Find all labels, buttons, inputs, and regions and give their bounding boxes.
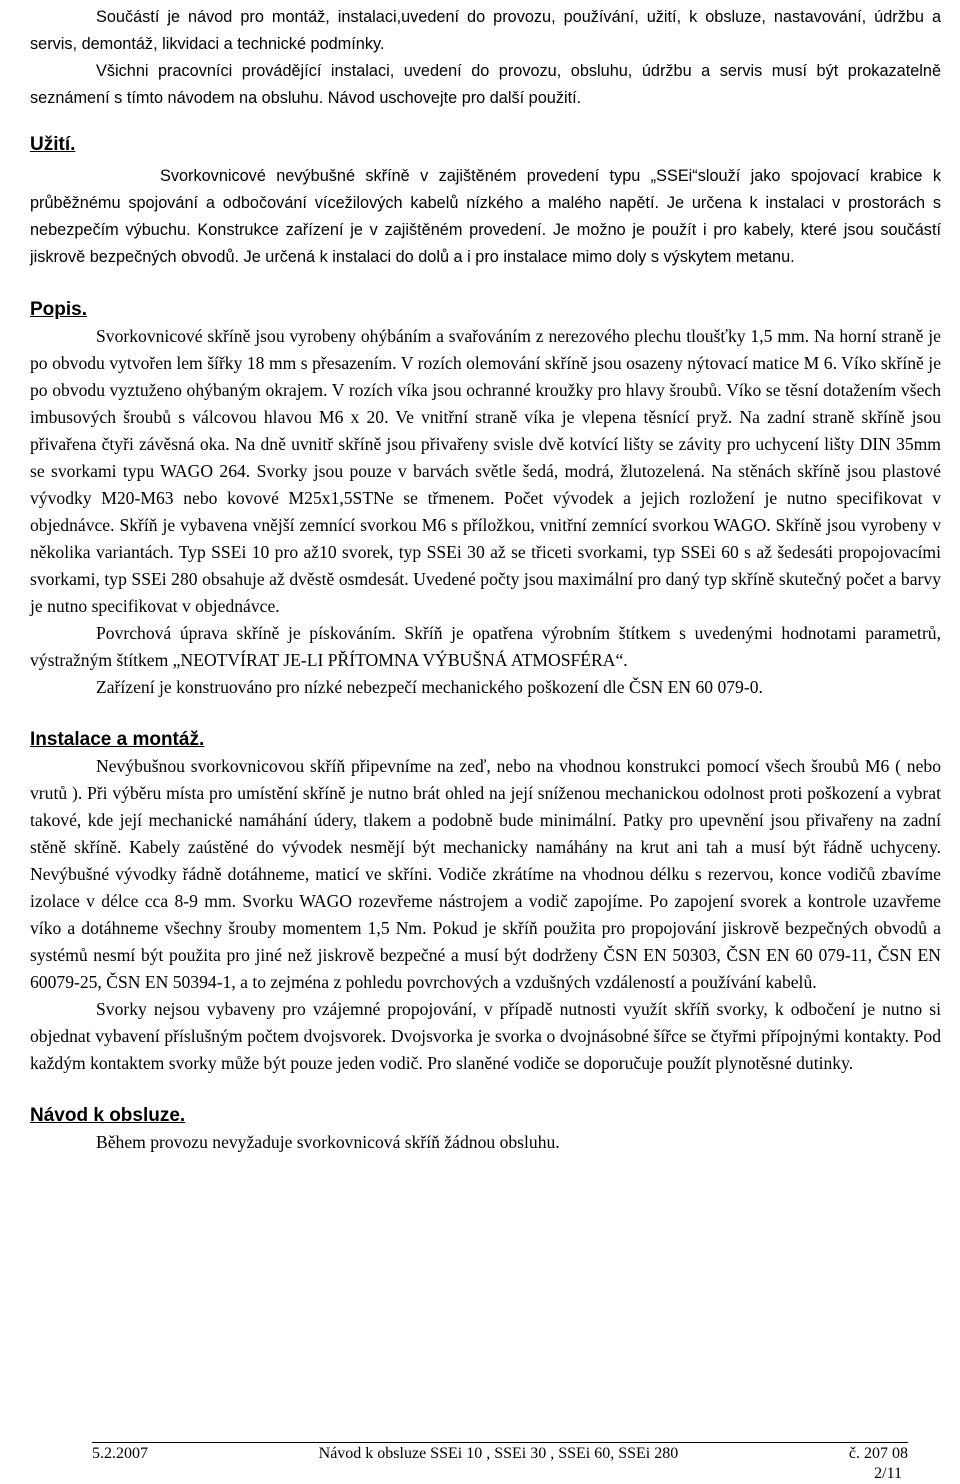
page-footer: [92, 1442, 908, 1463]
section-heading-navod: Návod k obsluze.: [30, 1105, 186, 1126]
instalace-paragraph-1: Nevýbušnou svorkovnicovou skříň připevníme na zeď, nebo na vhodnou konstrukci pomocí všech šroubů M6 ( nebo vrutů ). Při výběru místa pro umístění skříně je nutno brát ohled na její sníženou mechanickou odolnost proti poškození a vybrat takové, kde její mechanické namáhání údery, tlakem a podobně bude minimální. Patky pro upevnění jsou přivařeny na zadní stěně skříně. Kabely zaústěné do vývodek nesmějí být mechanicky namáhány na krut ani tah a musí být řádně uchyceny. Nevýbušné vývodky řádně dotáhneme, maticí ve skříni. Vodiče zkrátíme na vhodnou délku s rezervou, konce vodičů zbavíme izolace v délce cca 8-9 mm. Svorku WAGO rozevřeme nástrojem a vodič zapojíme. Po zapojení svorek a kontrole uzavřeme víko a dotáhneme všechny šrouby momentem 1,5 Nm. Pokud je skříň použita pro propojování jiskrově bezpečných obvodů a systémů nesmí být použita pro jiné než jiskrově bezpečné a musí být dodrženy ČSN EN 50303, ČSN EN 60 079-11, ČSN EN 60079-25, ČSN EN 50394-1, a to zejména z pohledu povrchových a vzdušných vzdáleností a používání kabelů.: [30, 756, 941, 992]
footer-title: Návod k obsluze SSEi 10 , SSEi 30 , SSEi 60, SSEi 280: [318, 1445, 679, 1462]
popis-paragraph-2: Povrchová úprava skříně je pískováním. Skříň je opatřena výrobním štítkem s uvedenými hodnotami parametrů, výstražným štítkem „NEOTVÍRAT JE-LI PŘÍTOMNA VÝBUŠNÁ ATMOSFÉRA“.: [30, 623, 941, 670]
popis-paragraph-3: Zařízení je konstruováno pro nízké nebezpečí mechanického poškození dle ČSN EN 60 079-0.: [96, 677, 763, 697]
intro-paragraph-1: Součástí je návod pro montáž, instalaci,uvedení do provozu, používání, užití, k obsluze, nastavování, údržbu a servis, demontáž, likvidaci a technické podmínky.: [30, 8, 941, 53]
footer-doc-number: č. 207 08: [848, 1445, 908, 1462]
document-page: [30, 4, 941, 1156]
section-heading-popis: Popis.: [30, 299, 88, 320]
uziti-paragraph: Svorkovnicové nevýbušné skříně v zajištěném provedení typu „SSEi“slouží jako spojovací krabice k průběžnému spojování a odbočování vícežilových kabelů nízkého a malého napětí. Je určena k instalaci v prostorách s nebezpečím výbuchu. Konstrukce zařízení je v zajištěném provedení. Je možno je použít i pro kabely, které jsou součástí jiskrově bezpečných obvodů. Je určená k instalaci do dolů a i pro instalace mimo doly s výskytem metanu.: [30, 167, 941, 266]
page-number: 2/11: [874, 1465, 902, 1482]
section-heading-instalace: Instalace a montáž.: [30, 729, 205, 750]
popis-paragraph-1: Svorkovnicové skříně jsou vyrobeny ohýbáním a svařováním z nerezového plechu tloušťky 1,5 mm. Na horní straně je po obvodu vytvořen lem šířky 18 mm s přesazením. V rozích olemování skříně jsou osazeny nýtovací matice M 6. Víko skříně je po obvodu vyztuženo ohýbaným okrajem. V rozích víka jsou ochranné kroužky pro hlavy šroubů. Víko se těsní dotažením všech imbusových šroubů s válcovou hlavou M6 x 20. Ve vnitřní straně víka je vlepena těsnící pryž. Na zadní straně skříně jsou přivařena čtyři závěsná oka. Na dně uvnitř skříně jsou přivařeny svisle dvě kotvící lišty se závity pro uchycení lišty DIN 35mm se svorkami typu WAGO 264. Svorky jsou pouze v barvách světle šedá, modrá, žlutozelená. Na stěnách skříně jsou plastové vývodky M20-M63 nebo kovové M25x1,5STNe se třmenem. Počet vývodek a jejich rozložení je nutno specifikovat v objednávce. Skříň je vybavena vnější zemnící svorkou M6 s příložkou, vnitřní zemnící svorkou WAGO. Skříně jsou vyrobeny v několika variantách. Typ SSEi 10 pro až10 svorek, typ SSEi 30 až se třiceti svorkami, typ SSEi 60 s až šedesáti propojovacími svorkami, typ SSEi 280 obsahuje až dvěstě osmdesát. Uvedené počty jsou maximální pro daný typ skříně skutečný počet a barvy je nutno specifikovat v objednávce.: [30, 326, 941, 616]
section-heading-uziti: Užití.: [30, 134, 76, 155]
navod-paragraph: Během provozu nevyžaduje svorkovnicová skříň žádnou obsluhu.: [96, 1132, 560, 1152]
intro-paragraph-2: Všichni pracovníci provádějící instalaci, uvedení do provozu, obsluhu, údržbu a servis musí být prokazatelně seznámení s tímto návodem na obsluhu. Návod uschovejte pro další použití.: [30, 62, 941, 107]
instalace-paragraph-2: Svorky nejsou vybaveny pro vzájemné propojování, v případě nutnosti využít skříň svorky, k odbočení je nutno si objednat vybavení příslušným počtem dvojsvorek. Dvojsvorka je svorka o dvojnásobné šířce se čtyřmi přípojnými kontakty. Pod každým kontaktem svorky může být pouze jeden vodič. Pro slaněné vodiče se doporučuje použít plynotěsné dutinky.: [30, 999, 941, 1073]
footer-date: 5.2.2007: [92, 1445, 148, 1462]
